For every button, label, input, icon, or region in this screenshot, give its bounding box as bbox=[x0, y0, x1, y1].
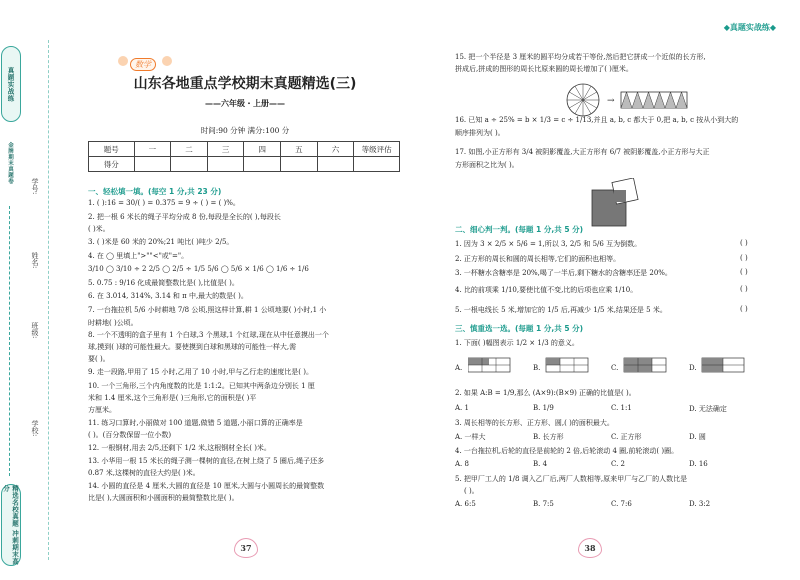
score-header-cell: 题号 bbox=[89, 142, 135, 157]
choice-option[interactable]: B. 7:5 bbox=[533, 500, 554, 508]
score-table bbox=[88, 141, 400, 172]
question-line: 顺序排列为( )。 bbox=[455, 129, 505, 137]
score-header-cell: 二 bbox=[171, 142, 208, 157]
choice-option[interactable]: A. bbox=[455, 364, 463, 372]
page-title: 山东各地重点学校期末真题精选(三) bbox=[133, 76, 357, 92]
strip-bottom-box bbox=[1, 484, 21, 566]
subject-badge: 数学 bbox=[130, 58, 156, 71]
question-line: 比是( ),大圆面积和小圆面积的最简整数比是( )。 bbox=[88, 494, 239, 502]
field-class: 班级: bbox=[31, 322, 39, 339]
score-header-cell: 等级评估 bbox=[354, 142, 400, 157]
score-cell[interactable] bbox=[281, 157, 318, 172]
field-student-id: 学号: bbox=[31, 178, 39, 195]
question-line: 14. 小圆的直径是 4 厘米,大圆的直径是 10 厘米,大圆与小圆周长的最简整数 bbox=[88, 482, 325, 490]
score-header-cell: 五 bbox=[281, 142, 318, 157]
score-cell[interactable] bbox=[134, 157, 171, 172]
choice-option[interactable]: D. 3:2 bbox=[689, 500, 711, 508]
question-line: 8. 一个不透明的盒子里有 1 个白球,3 个黑球,1 个红球,现在从中任意摸出一个 bbox=[88, 331, 329, 339]
choice-option[interactable]: C. 2 bbox=[611, 460, 626, 468]
strip-top-sub: 金牌期末真题卷 bbox=[7, 142, 13, 184]
choice-option[interactable]: D. 圆 bbox=[689, 433, 706, 441]
score-header-cell: 四 bbox=[244, 142, 281, 157]
sector-circle bbox=[567, 84, 599, 116]
section-1-title: 一、轻松填一填。(每空 1 分,共 23 分) bbox=[88, 187, 222, 196]
field-school: 学校: bbox=[31, 420, 39, 437]
score-table-score-row bbox=[89, 157, 400, 172]
overlapping-squares-figure bbox=[590, 178, 650, 230]
score-cell[interactable] bbox=[244, 157, 281, 172]
question-line: ( )米。 bbox=[88, 225, 110, 233]
choice-option[interactable]: B. bbox=[533, 364, 541, 372]
circle-sector-figure bbox=[565, 82, 695, 118]
section-2-title: 二、细心判一判。(每题 1 分,共 5 分) bbox=[455, 225, 584, 234]
score-cell[interactable] bbox=[207, 157, 244, 172]
choice-question: 3. 周长相等的长方形、正方形、圆,( )的面积最大。 bbox=[455, 419, 614, 427]
top-banner-label: 真题实战练 bbox=[729, 23, 770, 32]
choice-option[interactable]: B. 长方形 bbox=[533, 433, 564, 441]
question-line: 0.87 米,这棵树的直径大约是( )米。 bbox=[88, 469, 200, 477]
question-line: 4. 在 ◯ 里填上">""<"或"="。 bbox=[88, 252, 189, 260]
question-line: 16. 已知 a ÷ 25% = b × 1/3 = c ÷ 1/13,并且 a, b, c 都大于 0,把 a, b, c 按从小到大的 bbox=[455, 116, 739, 124]
choice-option[interactable]: C. 7:6 bbox=[611, 500, 632, 508]
judge-question: 5. 一根电线长 5 米,增加它的 1/5 后,再减少 1/5 米,结果还是 5 米。 bbox=[455, 306, 667, 314]
judge-answer-paren[interactable]: ( ) bbox=[740, 268, 748, 276]
choice-option[interactable]: D. bbox=[689, 364, 697, 372]
choice-option[interactable]: D. 16 bbox=[689, 460, 708, 468]
choice-question: 1. 下面( )幅图表示 1/2 × 1/3 的意义。 bbox=[455, 339, 579, 347]
choice-option[interactable]: A. 一样大 bbox=[455, 433, 486, 441]
question-line: 1. ( ):16 = 30/( ) = 0.375 = 9 ÷ ( ) = ( )%。 bbox=[88, 199, 240, 207]
strip-bottom-label: 精选名校真题 冲刺期末高分 bbox=[2, 485, 19, 565]
score-header-cell: 一 bbox=[134, 142, 171, 157]
choice-option[interactable]: C. 正方形 bbox=[611, 433, 642, 441]
option-a-figure bbox=[468, 358, 510, 372]
score-table-header-row bbox=[89, 142, 400, 157]
time-score: 时间:90 分钟 满分:100 分 bbox=[200, 126, 290, 135]
arrow-icon: → bbox=[607, 96, 615, 106]
choice-option[interactable]: D. 无法确定 bbox=[689, 405, 727, 413]
judge-answer-paren[interactable]: ( ) bbox=[740, 254, 748, 262]
judge-answer-paren[interactable]: ( ) bbox=[740, 239, 748, 247]
judge-question: 1. 因为 3 × 2/5 × 5/6 = 1,所以 3, 2/5 和 5/6 互为倒数。 bbox=[455, 240, 642, 248]
choice-option[interactable]: B. 1/9 bbox=[533, 404, 554, 412]
strip-sub-box bbox=[4, 128, 16, 198]
question-line: 15. 把一个半径是 3 厘米的圆平均分成若干等份,然后把它拼成一个近似的长方形, bbox=[455, 53, 706, 61]
badge-deco-right bbox=[162, 56, 172, 66]
question-line: 5. 0.75 : 9/16 化成最简整数比是( ),比值是( )。 bbox=[88, 279, 239, 287]
question-line: 方厘米。 bbox=[88, 406, 116, 414]
cut-line bbox=[48, 40, 49, 560]
strip-dashed-line bbox=[9, 206, 11, 476]
question-line: 拼成后,拼成的图形的周长比原来圆的周长增加了( )厘米。 bbox=[455, 65, 633, 73]
option-c-figure bbox=[624, 358, 666, 372]
choice-question: 5. 把甲厂工人的 1/8 调入乙厂后,两厂人数相等,原来甲厂与乙厂的人数比是 bbox=[455, 475, 688, 483]
judge-question: 3. 一杯糖水含糖率是 20%,喝了一半后,剩下糖水的含糖率还是 20%。 bbox=[455, 269, 672, 277]
choice-option[interactable]: A. 8 bbox=[455, 460, 469, 468]
field-name: 姓名: bbox=[31, 252, 39, 269]
question-line: 2. 把一根 6 米长的绳子平均分成 8 份,每段是全长的( ),每段长 bbox=[88, 213, 281, 221]
score-header-cell: 六 bbox=[317, 142, 354, 157]
question-line: 6. 在 3.014, 314%, 3.14 和 π 中,最大的数是( )。 bbox=[88, 292, 248, 300]
question-line: 3. ( )米是 60 米的 20%;21 吨比( )吨少 2/5。 bbox=[88, 238, 234, 246]
question-line: 13. 小华用一根 15 米长的绳子测一棵树的直径,在树上绕了 5 圈后,绳子还多 bbox=[88, 457, 325, 465]
question-line: 米和 1.4 厘米,这个三角形是( )三角形,它的面积是( )平 bbox=[88, 394, 257, 402]
overlap-region bbox=[614, 190, 626, 202]
choice-q1-figures bbox=[468, 356, 788, 376]
grade-line: ——六年级・上册—— bbox=[205, 99, 285, 108]
judge-answer-paren[interactable]: ( ) bbox=[740, 305, 748, 313]
badge-deco-left bbox=[118, 56, 128, 66]
choice-option[interactable]: C. bbox=[611, 364, 619, 372]
question-line: 17. 如图,小正方形有 3/4 被阴影覆盖,大正方形有 6/7 被阴影覆盖,小正方形与大正 bbox=[455, 148, 710, 156]
question-line: 9. 走一段路,甲用了 15 小时,乙用了 10 小时,甲与乙行走的速度比是( )。 bbox=[88, 368, 313, 376]
judge-question: 4. 比的前项乘 1/10,要使比值不变,比的后项也应乘 1/10。 bbox=[455, 286, 638, 294]
score-cell[interactable] bbox=[354, 157, 400, 172]
strip-top-label: 真题实战练 bbox=[6, 66, 15, 102]
option-d-figure bbox=[702, 358, 744, 372]
judge-question: 2. 正方形的周长和圆的周长相等,它们的面积也相等。 bbox=[455, 255, 621, 263]
choice-option[interactable]: C. 1:1 bbox=[611, 404, 632, 412]
choice-option[interactable]: A. 1 bbox=[455, 404, 469, 412]
right-page bbox=[400, 0, 800, 580]
question-line: 10. 一个三角形,三个内角度数的比是 1:1:2。已知其中两条边分别长 1 厘 bbox=[88, 382, 315, 390]
question-line: 方形面积之比为( )。 bbox=[455, 161, 519, 169]
choice-q5-tail: ( )。 bbox=[464, 487, 479, 495]
score-header-cell: 三 bbox=[207, 142, 244, 157]
question-line: 11. 练习口算时,小丽做对 100 道题,做错 5 道题,小丽口算的正确率是 bbox=[88, 419, 303, 427]
top-banner: ◆真题实战练◆ bbox=[723, 23, 776, 32]
choice-option[interactable]: B. 4 bbox=[533, 460, 548, 468]
question-line: ( )。(百分数保留一位小数) bbox=[88, 431, 172, 439]
choice-question: 4. 一台拖拉机,后轮的直径是前轮的 2 倍,后轮滚动 4 圈,前轮滚动( )圈。 bbox=[455, 447, 679, 455]
strip-top-box bbox=[1, 46, 21, 122]
question-line: 时耕地( )公顷。 bbox=[88, 319, 138, 327]
page-number-left: 37 bbox=[234, 538, 258, 558]
question-line: 3/10 ◯ 3/10 ÷ 2 2/5 ◯ 2/5 ÷ 1/5 5/6 ◯ 5/6 × 1/6 ◯ 1/6 ÷ 1/6 bbox=[88, 265, 309, 273]
question-line: 7. 一台拖拉机 5/6 小时耕地 7/8 公顷,照这样计算,耕 1 公顷地要( )小时,1 小 bbox=[88, 306, 327, 314]
choice-question: 2. 如果 A:B = 1/9,那么 (A×9):(B×9) 正确的比值是( )。 bbox=[455, 389, 636, 397]
question-line: 要( )。 bbox=[88, 355, 110, 363]
section-3-title: 三、慎重选一选。(每题 1 分,共 5 分) bbox=[455, 324, 584, 333]
score-row-label: 得分 bbox=[89, 157, 135, 172]
judge-answer-paren[interactable]: ( ) bbox=[740, 285, 748, 293]
binding-strip bbox=[0, 36, 20, 566]
question-line: 球,摸到( )球的可能性最大。要使摸到白球和黑球的可能性一样大,需 bbox=[88, 343, 297, 351]
option-b-figure bbox=[546, 358, 588, 372]
page-number-right: 38 bbox=[578, 538, 602, 558]
question-line: 12. 一根钢材,用去 2/5,还剩下 1/2 米,这根钢材全长( )米。 bbox=[88, 444, 271, 452]
sector-rectangle bbox=[621, 92, 687, 108]
choice-option[interactable]: A. 6:5 bbox=[455, 500, 476, 508]
score-cell[interactable] bbox=[317, 157, 354, 172]
score-cell[interactable] bbox=[171, 157, 208, 172]
